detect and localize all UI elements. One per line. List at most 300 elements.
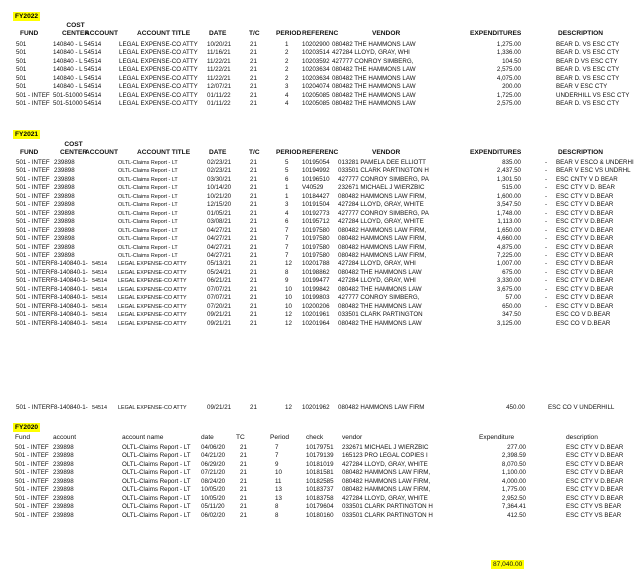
cell-vendor: 080482 HAMMONS LAW FIRM — [338, 404, 425, 411]
cell-fund: 501 - INTEF — [16, 226, 50, 234]
cell-description: ESC CTY V D.BEAR — [556, 302, 614, 310]
cell-date: 12/15/20 — [207, 201, 232, 209]
cell-period: 4 — [285, 100, 289, 108]
cell-vendor: 080482 THE HAMMONS LAW — [332, 41, 416, 48]
cell-fund: 501 - INTEF — [16, 167, 50, 175]
cell-fund: 501 - INTERF — [16, 285, 55, 293]
cell-description: BEAR V ESCO & UNDERHI — [556, 159, 634, 166]
cell-account: 239898 — [53, 444, 74, 451]
cell-cost-center: 140840 - L — [53, 49, 83, 57]
cell-reference: 10192773 — [302, 209, 330, 217]
cell-account: 54514 — [84, 100, 102, 108]
table-row — [0, 159, 640, 167]
cell-date: 05/11/20 — [201, 503, 225, 511]
table-row — [0, 176, 640, 184]
table-row — [0, 201, 640, 209]
cell-fund: 501 — [16, 41, 27, 48]
cell-fund: 501 - INTEF — [15, 469, 49, 477]
cell-vendor: 427284 LLOYD, GRAY, WHITE — [342, 494, 428, 502]
cell-tc: 21 — [250, 49, 257, 57]
cell-date: 10/14/20 — [207, 184, 232, 192]
cell-description: ESC CTY V D.BEAR — [566, 477, 624, 485]
cell-reference: 10197580 — [302, 235, 330, 243]
cell-amount: 4,075.00 — [496, 74, 521, 82]
cell-date: 04/27/21 — [207, 243, 232, 251]
table-row — [0, 41, 640, 49]
cell-vendor: 427777 CONROY SIMBERG, PA — [338, 209, 429, 217]
cell-separator: - — [545, 159, 548, 166]
table-row — [0, 461, 640, 469]
cell-amount: 200.00 — [502, 83, 521, 91]
cell-vendor: 427284 LLOYD, GRAY, WHI — [332, 49, 410, 57]
cell-tc: 21 — [250, 83, 257, 91]
cell-fund: 501 - INTEF — [15, 452, 49, 460]
cell-date: 04/27/21 — [207, 235, 232, 243]
cell-vendor: 080482 THE HAMMONS LAW — [332, 83, 416, 91]
fy2021-header-date: DATE — [209, 149, 227, 156]
cell-amount: 57.00 — [505, 294, 521, 302]
cell-description: ESC CTY V D.BEAR — [566, 444, 624, 451]
cell-date: 07/07/21 — [207, 294, 232, 302]
cell-account-name: OLTL-Claims Report - LT — [122, 494, 191, 502]
fy2022-header-vendor: VENDOR — [372, 30, 401, 37]
cell-vendor: 080482 THE HAMMONS LAW — [332, 91, 416, 99]
table-row — [0, 444, 640, 452]
cell-fund: 501 — [16, 49, 27, 57]
cell-period: 6 — [285, 218, 289, 226]
cell-account-title: LEGAL EXPENSE-CO ATTY — [119, 74, 198, 82]
cell-tc: 21 — [250, 184, 257, 192]
fy2020-header-check: check — [306, 434, 324, 441]
cell-vendor: 427777 CONROY SIMBERG, — [338, 294, 420, 302]
cell-amount: 1,336.00 — [496, 49, 521, 57]
cell-tc: 21 — [250, 100, 257, 108]
cell-amount: 1,725.00 — [496, 91, 521, 99]
cell-vendor: 080482 THE HAMMONS LAW — [332, 66, 416, 74]
table-row — [0, 184, 640, 192]
table-row — [0, 311, 640, 319]
cell-separator: - — [545, 260, 548, 268]
cell-fund: 501 - INTEF — [16, 91, 50, 99]
fy2021-header-vendor: VENDOR — [372, 149, 401, 156]
cell-fund: 501 - INTEF — [16, 201, 50, 209]
cell-period: 12 — [285, 319, 292, 327]
cell-fund: 501 - INTERF — [16, 404, 55, 411]
cell-date: 12/07/21 — [207, 83, 232, 91]
cell-cost-center: 8-140840-1- — [54, 285, 88, 293]
cell-period: 12 — [285, 311, 292, 319]
cell-date: 02/23/21 — [207, 159, 232, 166]
cell-check: 10179751 — [306, 444, 334, 451]
fy2021-header-description: DESCRIPTION — [558, 149, 604, 156]
cell-description: ESC CTY V D.BEAR — [556, 235, 614, 243]
cell-fund: 501 - INTEF — [15, 503, 49, 511]
cell-reference: V40529 — [302, 184, 324, 192]
cell-vendor: 033501 CLARK PARTINGTON — [338, 311, 423, 319]
cell-description: ESC CTY VS BEAR — [566, 503, 622, 511]
cell-account-name: OLTL-Claims Report - LT — [122, 444, 191, 451]
cell-account-title: LEGAL EXPENSE-CO ATTY — [118, 278, 187, 285]
cell-date: 10/20/21 — [207, 41, 232, 48]
cell-period: 12 — [285, 404, 292, 411]
cell-cost-center: 239898 — [54, 159, 75, 166]
cell-account: 239898 — [53, 503, 74, 511]
fy2022-header-expenditures: EXPENDITURES — [470, 30, 522, 37]
cell-amount: 4,000.00 — [501, 477, 526, 485]
table-row — [0, 303, 640, 311]
cell-vendor: 427777 CONROY SIMBERG, — [332, 57, 414, 65]
cell-account: 54514 — [92, 278, 107, 285]
cell-amount: 104.50 — [502, 57, 521, 65]
cell-description: ESC CTY V D.BEAR — [556, 209, 614, 217]
cell-date: 06/02/20 — [201, 511, 226, 519]
cell-reference: 10201964 — [302, 319, 330, 327]
cell-amount: 2,437.50 — [496, 167, 521, 175]
cell-account: 54514 — [92, 261, 107, 268]
cell-amount: 515.00 — [502, 184, 521, 192]
cell-description: ESC CTY V D.BEAR — [566, 494, 624, 502]
cell-reference: 10203634 — [302, 74, 330, 82]
fy2020-header-date: date — [201, 434, 214, 441]
cell-vendor: 427284 LLOYD, GRAY, WHITE — [338, 218, 424, 226]
cell-date: 11/22/21 — [207, 57, 231, 65]
cell-account-title: LEGAL EXPENSE-CO ATTY — [118, 295, 187, 302]
cell-cost-center: 239898 — [54, 184, 75, 192]
table-row — [0, 495, 640, 503]
table-row — [0, 512, 640, 520]
cell-period: 13 — [275, 494, 282, 502]
cell-tc: 21 — [250, 209, 257, 217]
table-row — [0, 100, 640, 108]
fy2021-header-tc: T/C — [249, 149, 260, 156]
cell-reference: 10198862 — [302, 268, 330, 276]
cell-reference: 10196510 — [302, 175, 330, 183]
cell-description: BEAR D. VS ESC CTY — [556, 66, 620, 74]
cell-description: ESC CTY V D.BEAR — [556, 294, 614, 302]
cell-tc: 21 — [250, 192, 257, 200]
cell-tc: 21 — [240, 511, 247, 519]
cell-fund: 501 - INTERF — [16, 260, 55, 268]
cell-account-name: OLTL-Claims Report - LT — [122, 511, 191, 519]
cell-description: BEAR D. VS ESC CTY — [556, 74, 620, 82]
cell-account-title: OLTL-Claims Report - LT — [118, 193, 178, 200]
cell-tc: 21 — [250, 311, 257, 319]
cell-tc: 21 — [240, 444, 247, 451]
cell-cost-center: 239898 — [54, 218, 75, 226]
cell-tc: 21 — [250, 201, 257, 209]
cell-vendor: 080482 THE HAMMONS LAW — [338, 302, 422, 310]
cell-separator: - — [545, 251, 548, 259]
cell-fund: 501 — [16, 83, 27, 91]
cell-account: 239898 — [53, 486, 74, 494]
cell-separator: - — [545, 167, 548, 175]
cell-vendor: 080482 HAMMONS LAW FIRM, — [342, 477, 431, 485]
cell-tc: 21 — [250, 268, 257, 276]
table-row — [0, 49, 640, 57]
cell-amount: 450.00 — [506, 404, 525, 411]
cell-vendor: 033501 CLARK PARTINGTON H — [342, 503, 433, 511]
cell-fund: 501 - INTEF — [16, 100, 50, 108]
fy2022-label: FY2022 — [15, 13, 39, 20]
table-row — [0, 75, 640, 83]
table-row — [0, 478, 640, 486]
cell-date: 03/08/21 — [207, 218, 232, 226]
cell-account: 54514 — [92, 286, 107, 293]
cell-date: 02/23/21 — [207, 167, 232, 175]
cell-date: 05/24/21 — [207, 268, 232, 276]
cell-reference: 10203634 — [302, 66, 330, 74]
cell-description: ESC CTY V D.BEAR — [556, 243, 614, 251]
cell-fund: 501 - INTERF — [16, 268, 55, 276]
cell-cost-center: 8-140840-1- — [54, 277, 88, 285]
cell-account: 54514 — [92, 269, 107, 276]
cell-amount: 3,547.50 — [496, 201, 521, 209]
cell-reference: 10205085 — [302, 100, 330, 108]
cell-tc: 21 — [240, 477, 247, 485]
cell-period: 2 — [285, 74, 289, 82]
cell-amount: 277.00 — [507, 444, 526, 451]
cell-fund: 501 - INTERF — [16, 294, 55, 302]
cell-account-title: LEGAL EXPENSE-CO ATTY — [118, 269, 187, 276]
cell-cost-center: 140840 - L — [53, 41, 83, 48]
cell-tc: 21 — [250, 57, 257, 65]
cell-account-title: LEGAL EXPENSE-CO ATTY — [119, 41, 198, 48]
cell-tc: 21 — [250, 66, 257, 74]
cell-cost-center: 8-140840-1- — [54, 268, 88, 276]
cell-separator: - — [545, 277, 548, 285]
cell-tc: 21 — [250, 218, 257, 226]
cell-cost-center: 140840 - L — [53, 57, 83, 65]
cell-description: ESC CTY V D.BEAR — [556, 277, 614, 285]
cell-fund: 501 - INTEF — [16, 159, 50, 166]
cell-fund: 501 - INTEF — [16, 209, 50, 217]
cell-date: 09/21/21 — [207, 319, 232, 327]
cell-vendor: 080482 HAMMONS LAW FIRM, — [342, 469, 431, 477]
cell-account-title: LEGAL EXPENSE-CO ATTY — [118, 261, 187, 268]
cell-period: 4 — [285, 209, 289, 217]
cell-period: 12 — [285, 260, 292, 268]
table-row — [0, 294, 640, 302]
cell-period: 8 — [285, 268, 289, 276]
cell-reference: 10197580 — [302, 226, 330, 234]
cell-tc: 21 — [240, 469, 247, 477]
cell-tc: 21 — [250, 91, 257, 99]
cell-vendor: 033501 CLARK PARTINGTON H — [338, 167, 429, 175]
cell-cost-center: 8-140840-1- — [54, 404, 88, 411]
cell-description: ESC CTY V D.BEAR — [556, 285, 614, 293]
cell-period: 4 — [285, 91, 289, 99]
fy2021-header-account: ACCOUNT — [85, 149, 118, 156]
cell-period: 8 — [275, 511, 279, 519]
cell-account-name: OLTL-Claims Report - LT — [122, 452, 191, 460]
cell-cost-center: 501-51000 — [53, 91, 83, 99]
cell-check: 10183737 — [306, 486, 334, 494]
cell-account-title: OLTL-Claims Report - LT — [118, 176, 178, 183]
table-row — [0, 66, 640, 74]
cell-cost-center: 239898 — [54, 167, 75, 175]
cell-date: 07/21/20 — [201, 469, 226, 477]
cell-account: 239898 — [53, 452, 74, 460]
cell-vendor: 080482 HAMMONS LAW FIRM, — [342, 486, 431, 494]
cell-vendor: 427777 CONROY SIMBERG, PA — [338, 175, 429, 183]
fy2020-header-period: Period — [270, 434, 290, 441]
cell-reference: 10204074 — [302, 83, 330, 91]
cell-reference: 10201962 — [302, 404, 330, 411]
cell-account-title: OLTL-Claims Report - LT — [118, 252, 178, 259]
cell-cost-center: 8-140840-1- — [54, 311, 88, 319]
fy2022-header-period: PERIOD — [276, 30, 302, 37]
cell-amount: 675.00 — [502, 268, 521, 276]
cell-fund: 501 - INTEF — [15, 460, 49, 468]
fy2022-header-fund: FUND — [20, 30, 39, 37]
cell-account: 239898 — [53, 477, 74, 485]
cell-vendor: 080482 HAMMONS LAW FIRM, — [338, 243, 427, 251]
cell-tc: 21 — [250, 302, 257, 310]
cell-period: 10 — [285, 294, 292, 302]
cell-fund: 501 - INTEF — [15, 444, 49, 451]
fy2021-extra-row — [0, 404, 640, 412]
cell-description: ESC CTY V D.BEAR — [566, 452, 624, 460]
cell-description: ESC CTY V D.BEAR — [566, 460, 624, 468]
cell-tc: 21 — [250, 235, 257, 243]
cell-cost-center: 140840 - L — [53, 66, 83, 74]
cell-vendor: 165123 PRO LEGAL COPIES I — [342, 452, 428, 460]
cell-amount: 1,007.00 — [496, 260, 521, 268]
cell-description: BEAR V ESC CTY — [556, 83, 608, 91]
cell-account: 54514 — [84, 41, 102, 48]
table-row — [0, 210, 640, 218]
cell-account: 54514 — [84, 57, 102, 65]
cell-amount: 2,398.59 — [501, 452, 526, 460]
cell-fund: 501 - INTEF — [16, 184, 50, 192]
cell-description: BEAR V ESC VS UNDRHL — [556, 167, 631, 175]
cell-period: 3 — [285, 201, 289, 209]
cell-tc: 21 — [240, 503, 247, 511]
cell-account-title: LEGAL EXPENSE-CO ATTY — [118, 312, 187, 319]
fy2021-header-account-title: ACCOUNT TITLE — [137, 149, 191, 156]
cell-date: 01/11/22 — [207, 100, 231, 108]
cell-tc: 21 — [250, 251, 257, 259]
cell-account: 239898 — [53, 460, 74, 468]
cell-account: 54514 — [84, 49, 102, 57]
fy2020-header-expenditure: Expenditure — [479, 434, 515, 441]
cell-account-name: OLTL-Claims Report - LT — [122, 477, 191, 485]
cell-account-title: LEGAL EXPENSE-CO ATTY — [119, 66, 198, 74]
cell-date: 07/07/21 — [207, 285, 232, 293]
cell-reference: 10199842 — [302, 285, 330, 293]
cell-period: 10 — [275, 469, 282, 477]
table-row — [0, 83, 640, 91]
fy2022-header-cost: COST CENTER — [62, 22, 90, 37]
cell-amount: 7,225.00 — [496, 251, 521, 259]
table-row — [0, 269, 640, 277]
cell-cost-center: 8-140840-1- — [54, 319, 88, 327]
cell-tc: 21 — [250, 167, 257, 175]
cell-period: 10 — [285, 302, 292, 310]
cell-amount: 3,125.00 — [496, 319, 521, 327]
table-row — [0, 252, 640, 260]
cell-separator: - — [545, 209, 548, 217]
cell-period: 13 — [275, 486, 282, 494]
table-row — [0, 260, 640, 268]
cell-tc: 21 — [250, 175, 257, 183]
fy2021-header-cost: COST CENTER — [60, 141, 88, 156]
cell-separator: - — [545, 285, 548, 293]
fy2020-header-vendor: vendor — [342, 434, 363, 441]
cell-fund: 501 — [16, 57, 27, 65]
cell-description: ESC CO V UNDERHILL — [548, 404, 615, 411]
cell-period: 9 — [285, 277, 289, 285]
fy2022-header-tc: T/C — [249, 30, 260, 37]
cell-vendor: 427284 LLOYD, GRAY, WHITE — [342, 460, 428, 468]
cell-separator: - — [545, 243, 548, 251]
table-row — [0, 320, 640, 328]
table-row — [0, 235, 640, 243]
cell-cost-center: 239898 — [54, 251, 75, 259]
cell-fund: 501 - INTEF — [15, 486, 49, 494]
cell-description: ESC CTY V D. BEAR — [556, 184, 616, 192]
cell-account: 239898 — [53, 469, 74, 477]
cell-fund: 501 - INTEF — [15, 494, 49, 502]
cell-vendor: 080482 HAMMONS LAW FIRM, — [338, 235, 427, 243]
cell-description: ESC CNTY V D BEAR — [556, 175, 618, 183]
cell-tc: 21 — [250, 277, 257, 285]
fy2022-header-description: DESCRIPTION — [558, 30, 604, 37]
table-row — [0, 503, 640, 511]
cell-fund: 501 - INTERF — [16, 319, 55, 327]
cell-reference: 10203592 — [302, 57, 330, 65]
table-row — [0, 244, 640, 252]
cell-account: 239898 — [53, 511, 74, 519]
cell-amount: 2,575.00 — [496, 100, 521, 108]
table-row — [0, 227, 640, 235]
cell-vendor: 427284 LLOYD, GRAY, WHI — [338, 277, 416, 285]
cell-vendor: 080482 THE HAMMONS LAW — [338, 285, 422, 293]
cell-amount: 4,875.00 — [496, 243, 521, 251]
cell-period: 1 — [285, 184, 289, 192]
cell-reference: 10202900 — [302, 41, 330, 48]
cell-amount: 3,675.00 — [496, 285, 521, 293]
fy2022-header-reference: REFERENC — [302, 30, 339, 37]
cell-description: ESC CO V D.BEAR — [556, 311, 611, 319]
cell-fund: 501 - INTEF — [16, 175, 50, 183]
cell-vendor: 080482 THE HAMMONS LAW — [338, 319, 422, 327]
cell-separator: - — [545, 218, 548, 226]
cell-check: 10181581 — [306, 469, 334, 477]
cell-separator: - — [545, 175, 548, 183]
cell-period: 1 — [285, 192, 289, 200]
cell-fund: 501 — [16, 66, 27, 74]
cell-description: ESC CTY V D.BEAR — [556, 201, 614, 209]
cell-amount: 347.50 — [502, 311, 521, 319]
cell-reference: 10195054 — [302, 159, 330, 166]
cell-period: 3 — [285, 83, 289, 91]
cell-account-title: LEGAL EXPENSE-CO ATTY — [118, 286, 187, 293]
cell-amount: 1,600.00 — [496, 192, 521, 200]
table-row — [0, 469, 640, 477]
cell-date: 04/06/20 — [201, 444, 226, 451]
fy2021-header-period: PERIOD — [276, 149, 302, 156]
cell-period: 7 — [275, 452, 279, 460]
fy2021-header-fund: FUND — [20, 149, 39, 156]
cell-date: 03/30/21 — [207, 175, 232, 183]
cell-vendor: 080482 HAMMONS LAW FIRM, — [338, 251, 427, 259]
cell-fund: 501 - INTEF — [16, 251, 50, 259]
cell-reference: 10197580 — [302, 243, 330, 251]
cell-description: ESC CTY V D.BEAR — [556, 251, 614, 259]
cell-cost-center: 8-140840-1- — [54, 302, 88, 310]
cell-vendor: 427284 LLOYD, GRAY, WHI — [338, 260, 416, 268]
